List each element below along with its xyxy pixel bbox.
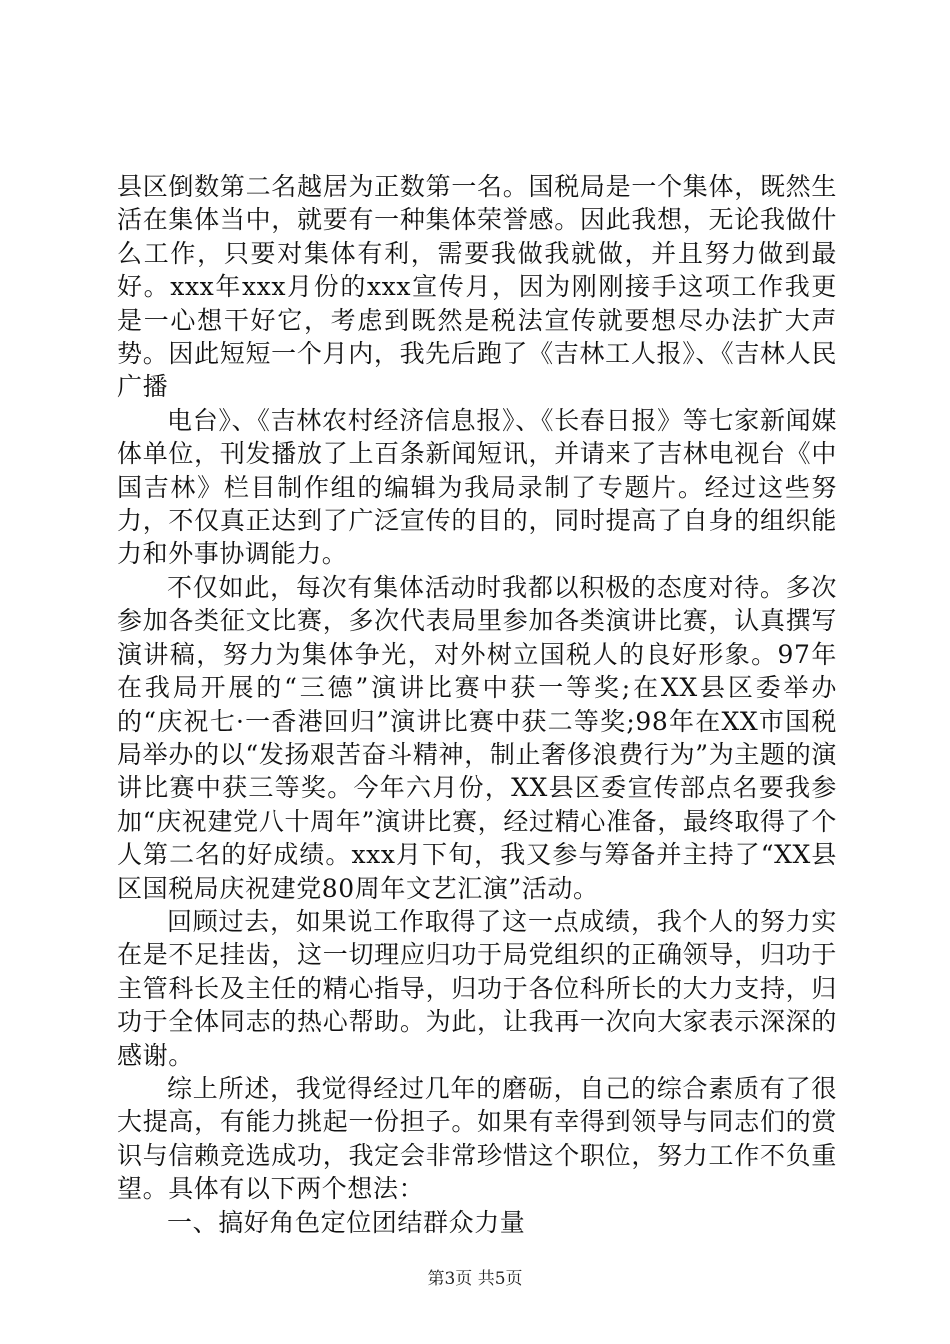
paragraph-acknowledgement: 回顾过去，如果说工作取得了这一点成绩，我个人的努力实在是不足挂齿，这一切理应归功于局党组织的正确领导，归功于主管科长及主任的精心指导，归功于各位科所长的大力支持，归功于全体同志的热心帮助。为此，让我再一次向大家表示深深的感谢。 — [117, 906, 837, 1070]
paragraph-collective-activities: 不仅如此，每次有集体活动时我都以积极的态度对待。多次参加各类征文比赛，多次代表局里参加各类演讲比赛，认真撰写演讲稿，努力为集体争光，对外树立国税人的良好形象。97年在我局开展的“三德”演讲比赛中获一等奖;在XX县区委举办的“庆祝七·一香港回归”演讲比赛中获二等奖;98年在XX市国税局举办的以“发扬艰苦奋斗精神，制止奢侈浪费行为”为主题的演讲比赛中获三等奖。今年六月份，XX县区委宣传部点名要我参加“庆祝建党八十周年”演讲比赛，经过精心准备，最终取得了个人第二名的好成绩。xxx月下旬，我又参与筹备并主持了“XX县区国税局庆祝建党80周年文艺汇演”活动。 — [117, 572, 837, 903]
document-body — [117, 170, 837, 1239]
paragraph-continued: 县区倒数第二名越居为正数第一名。国税局是一个集体，既然生活在集体当中，就要有一种集体荣誉感。因此我想，无论我做什么工作，只要对集体有利，需要我做我就做，并且努力做到最好。xxx年xxx月份的xxx宣传月，因为刚刚接手这项工作我更是一心想干好它，考虑到既然是税法宣传就要想尽办法扩大声势。因此短短一个月内，我先后跑了《吉林工人报》、《吉林人民广播 — [117, 172, 837, 402]
page-footer — [0, 1268, 950, 1290]
paragraph-media-publicity: 电台》、《吉林农村经济信息报》、《长春日报》等七家新闻媒体单位，刊发播放了上百条新闻短讯，并请来了吉林电视台《中国吉林》栏目制作组的编辑为我局录制了专题片。经过这些努力，不仅真正达到了广泛宣传的目的，同时提高了自身的组织能力和外事协调能力。 — [117, 405, 837, 569]
paragraph-summary: 综上所述，我觉得经过几年的磨砺，自己的综合素质有了很大提高，有能力挑起一份担子。如果有幸得到领导与同志们的赏识与信赖竞选成功，我定会非常珍惜这个职位，努力工作不负重望。具体有以下两个想法： — [117, 1073, 837, 1204]
page-number-label: 第3页 共5页 — [427, 1269, 523, 1289]
section-heading: 一、搞好角色定位团结群众力量 — [167, 1207, 526, 1237]
